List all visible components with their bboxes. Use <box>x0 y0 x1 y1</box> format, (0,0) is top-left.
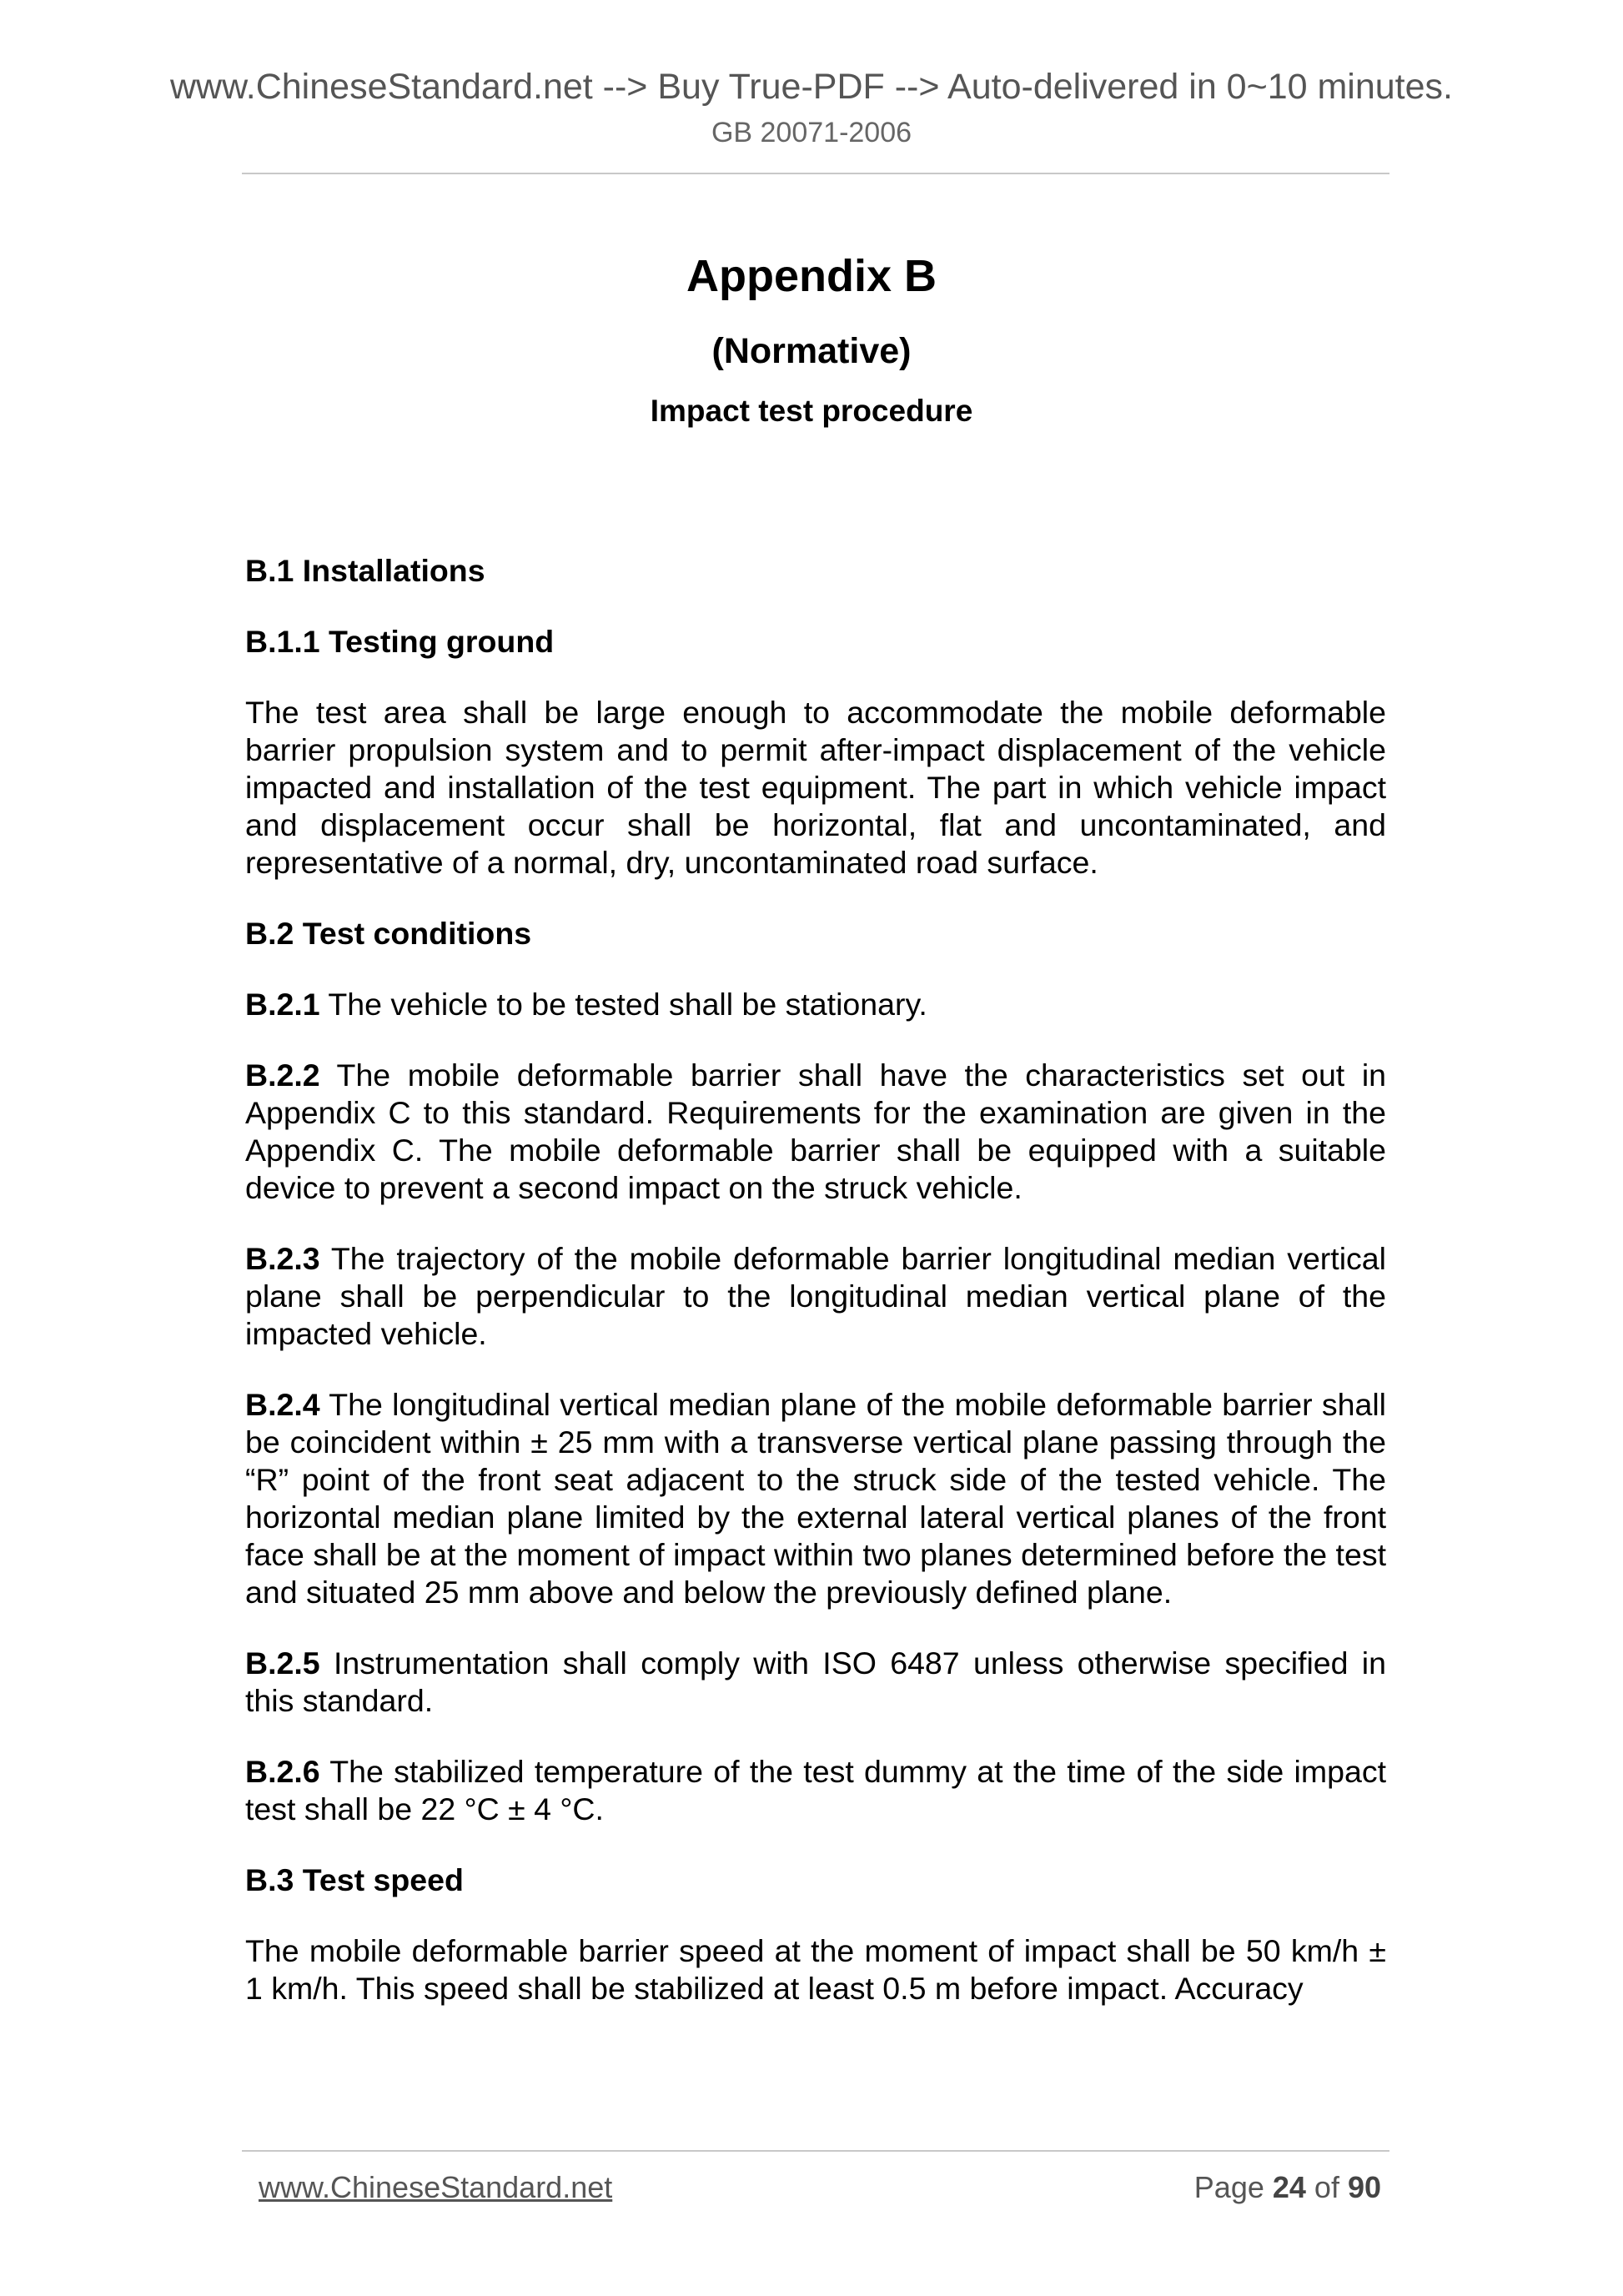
appendix-subtitle: Impact test procedure <box>650 394 973 428</box>
clause-b25 <box>245 1645 1386 1720</box>
clause-number: B.2.6 <box>245 1754 320 1789</box>
section-heading-b3: B.3 Test speed <box>245 1862 464 1897</box>
page-header <box>0 65 1623 150</box>
appendix-title: Appendix B <box>686 251 937 301</box>
clause-text: The trajectory of the mobile deformable barrier longitudinal median vertical plane shall be perpendicular to the longitudinal median vertical plane of the impacted vehicle. <box>245 1241 1386 1351</box>
clause-b21 <box>245 986 1386 1023</box>
clause-number: B.2.1 <box>245 987 320 1022</box>
footer-divider <box>242 2150 1389 2152</box>
document-body <box>245 552 1386 2041</box>
header-divider <box>242 173 1389 174</box>
page-number <box>1194 2170 1381 2205</box>
clause-number: B.2.4 <box>245 1387 320 1422</box>
clause-text: The stabilized temperature of the test dummy at the time of the side impact test shall be 22 °C ± 4 °C. <box>245 1754 1386 1826</box>
clause-b24 <box>245 1386 1386 1611</box>
clause-text: The mobile deformable barrier shall have the characteristics set out in Appendix C to this standard. Requirements for the examination are given in the Appendix C. The mobile deformable barrier shall be equipped with a suitable device to prevent a second impact on the struck vehicle. <box>245 1058 1386 1205</box>
section-heading-b1: B.1 Installations <box>245 553 485 588</box>
clause-b23 <box>245 1240 1386 1353</box>
section-heading-b2: B.2 Test conditions <box>245 916 532 951</box>
page-prefix: Page <box>1193 2170 1273 2204</box>
appendix-type: (Normative) <box>711 331 912 371</box>
clause-text: Instrumentation shall comply with ISO 6487 unless otherwise specified in this standard. <box>245 1645 1386 1718</box>
page-of: of <box>1305 2170 1348 2204</box>
clause-text: The vehicle to be tested shall be stationary. <box>319 987 927 1022</box>
header-banner: www.ChineseStandard.net --> Buy True-PDF --> Auto-delivered in 0~10 minutes. <box>169 67 1453 107</box>
clause-number: B.2.5 <box>245 1645 320 1681</box>
paragraph-b11: The test area shall be large enough to accommodate the mobile deformable barrier propulsion system and to permit after-impact displacement of the vehicle impacted and installation of the test equipment. The part in which vehicle impact and displacement occur shall be horizontal, flat and uncontaminated, and representative of a normal, dry, uncontaminated road surface. <box>245 695 1386 880</box>
clause-b26 <box>245 1753 1386 1828</box>
standard-code: GB 20071-2006 <box>711 117 912 148</box>
page-total: 90 <box>1347 2170 1381 2204</box>
title-block <box>0 249 1623 430</box>
paragraph-b3: The mobile deformable barrier speed at the moment of impact shall be 50 km/h ± 1 km/h. This speed shall be stabilized at least 0.5 m before impact. Accuracy <box>245 1933 1386 2006</box>
clause-text: The longitudinal vertical median plane of the mobile deformable barrier shall be coincident within ± 25 mm with a transverse vertical plane passing through the “R” point of the front seat adjacent to the struck side of the tested vehicle. The horizontal median plane limited by the external lateral vertical planes of the front face shall be at the moment of impact within two planes determined before the test and situated 25 mm above and below the previously defined plane. <box>245 1387 1386 1610</box>
footer-website-link[interactable]: www.ChineseStandard.net <box>259 2170 613 2204</box>
page-current: 24 <box>1272 2170 1306 2204</box>
clause-b22 <box>245 1057 1386 1207</box>
section-heading-b11: B.1.1 Testing ground <box>245 624 555 659</box>
clause-number: B.2.2 <box>245 1058 320 1093</box>
clause-number: B.2.3 <box>245 1241 320 1276</box>
